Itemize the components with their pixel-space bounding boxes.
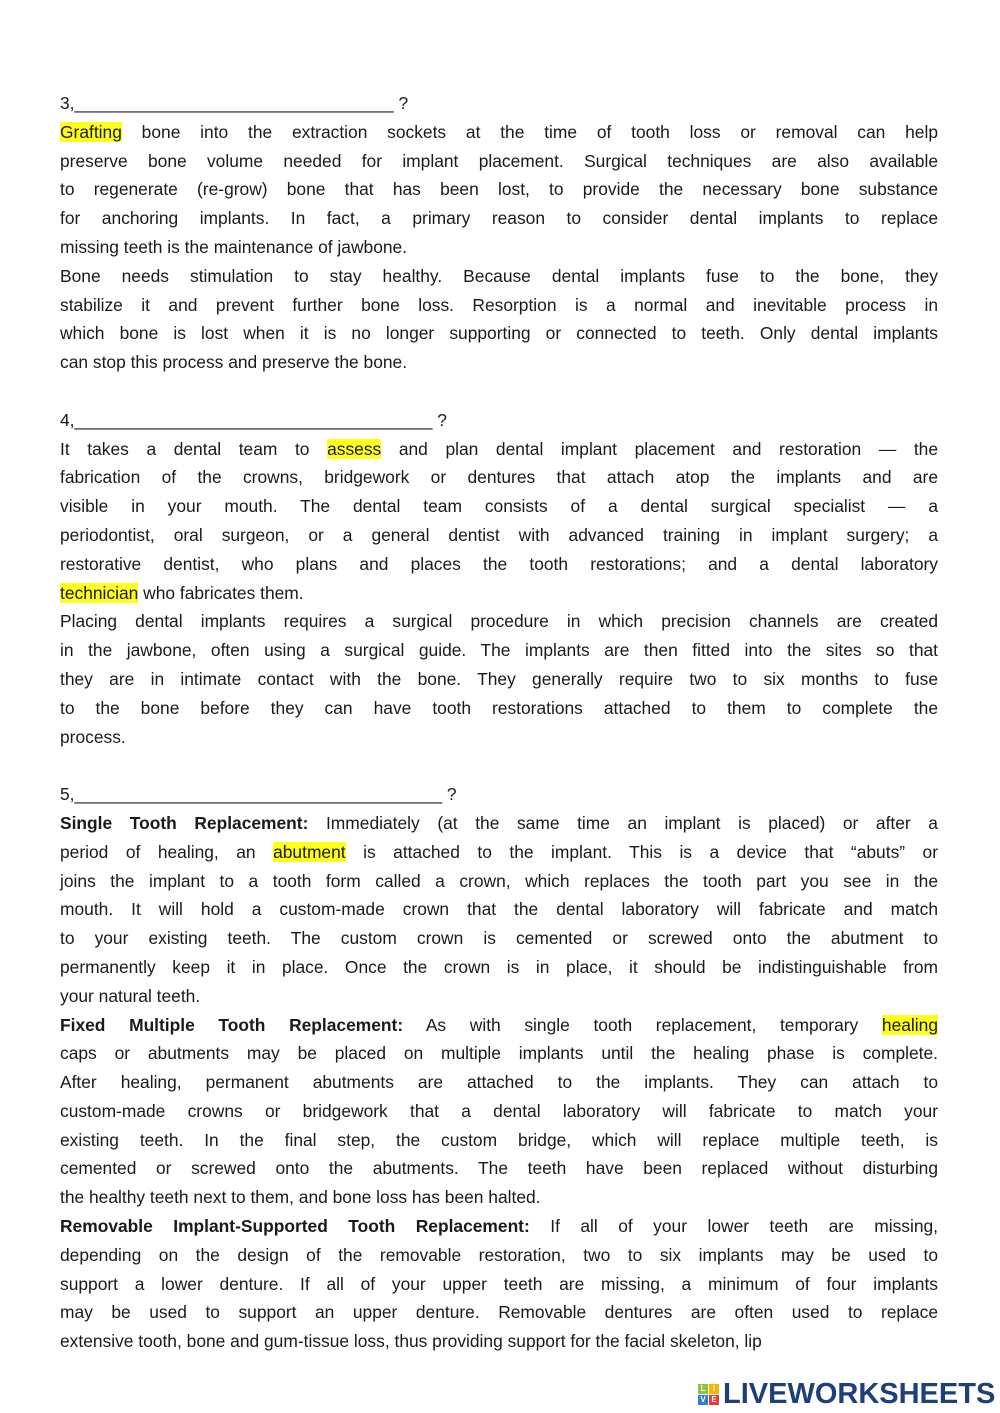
text-segment: custom-made crowns or bridgework that a dental laboratory will fabricate to match your xyxy=(60,1100,938,1121)
text-line xyxy=(60,550,938,579)
text-segment: in the jawbone, often using a surgical guide. The implants are then fitted into the sites so that xyxy=(60,640,938,661)
logo-cube: I xyxy=(709,1384,719,1394)
question-blank-3[interactable]: 3,_________________________________ ? xyxy=(60,93,409,113)
blank-line xyxy=(60,377,938,406)
text-line xyxy=(60,521,938,550)
text-line xyxy=(60,1298,938,1327)
text-segment: joins the implant to a tooth form called a crown, which replaces the tooth part you see in the xyxy=(60,870,938,891)
text-line xyxy=(60,319,938,348)
text-line xyxy=(60,118,938,147)
text-segment: visible in your mouth. The dental team consists of a dental surgical specialist — a xyxy=(60,496,938,517)
text-segment: After healing, permanent abutments are attached to the implants. They can attach to xyxy=(60,1072,938,1093)
text-segment: your natural teeth. xyxy=(60,985,201,1006)
logo-cube: V xyxy=(698,1395,708,1405)
text-line xyxy=(60,233,938,262)
highlighted-word: technician xyxy=(60,582,139,603)
logo-cube: L xyxy=(698,1384,708,1394)
text-line xyxy=(60,1126,938,1155)
text-segment: process. xyxy=(60,726,126,747)
question-blank-4[interactable]: 4,_____________________________________ ? xyxy=(60,409,447,430)
text-segment: Immediately (at the same time an implant is placed) or after a xyxy=(308,812,938,833)
text-segment: which bone is lost when it is no longer supporting or connected to teeth. Only dental implants xyxy=(60,323,938,344)
text-line xyxy=(60,175,938,204)
text-line xyxy=(60,463,938,492)
text-line xyxy=(60,1068,938,1097)
text-line xyxy=(60,348,938,377)
text-line xyxy=(60,1183,938,1212)
text-line xyxy=(60,924,938,953)
highlighted-word: assess xyxy=(327,438,382,459)
liveworksheets-logo xyxy=(698,1378,995,1411)
text-segment: mouth. It will hold a custom-made crown that the dental laboratory will fabricate and match xyxy=(60,899,938,920)
text-line xyxy=(60,492,938,521)
highlighted-word: abutment xyxy=(273,841,346,862)
text-segment: cemented or screwed onto the abutments. The teeth have been replaced without disturbing xyxy=(60,1158,938,1179)
bold-heading: Single Tooth Replacement: xyxy=(60,812,309,833)
text-line xyxy=(60,895,938,924)
logo-cubes-icon xyxy=(698,1384,719,1405)
text-line xyxy=(60,953,938,982)
text-segment: preserve bone volume needed for implant placement. Surgical techniques are also available xyxy=(60,150,938,171)
text-segment: who fabricates them. xyxy=(138,582,304,603)
text-line xyxy=(60,809,938,838)
text-line xyxy=(60,1241,938,1270)
text-line xyxy=(60,867,938,896)
text-line xyxy=(60,694,938,723)
text-line xyxy=(60,636,938,665)
highlighted-word: healing xyxy=(881,1014,939,1035)
text-segment: If all of your lower teeth are missing, xyxy=(529,1216,939,1237)
text-line xyxy=(60,607,938,636)
text-segment: to regenerate (re-grow) bone that has been lost, to provide the necessary bone substance xyxy=(60,179,938,200)
text-segment: is attached to the implant. This is a device that “abuts” or xyxy=(345,841,939,862)
text-segment: to the bone before they can have tooth restorations attached to them to complete the xyxy=(60,697,938,718)
text-line xyxy=(60,1011,938,1040)
text-segment: may be used to support an upper denture. Removable dentures are often used to replace xyxy=(60,1302,938,1323)
text-segment: they are in intimate contact with the bone. They generally require two to six months to fuse xyxy=(60,668,938,689)
text-line xyxy=(60,982,938,1011)
blank-line xyxy=(60,751,938,780)
bold-heading: Fixed Multiple Tooth Replacement: xyxy=(60,1014,404,1035)
text-line xyxy=(60,204,938,233)
text-segment: Bone needs stimulation to stay healthy. Because dental implants fuse to the bone, they xyxy=(60,265,938,286)
text-segment: caps or abutments may be placed on multiple implants until the healing phase is complete. xyxy=(60,1043,938,1064)
text-segment: bone into the extraction sockets at the time of tooth loss or removal can help xyxy=(121,121,938,142)
text-segment: fabrication of the crowns, bridgework or dentures that attach atop the implants and are xyxy=(60,467,938,488)
text-line xyxy=(60,291,938,320)
text-segment: depending on the design of the removable restoration, two to six implants may be used to xyxy=(60,1244,938,1265)
text-segment: restorative dentist, who plans and places the tooth restorations; and a dental laboratory xyxy=(60,553,938,574)
logo-cube: E xyxy=(709,1395,719,1405)
text-segment: the healthy teeth next to them, and bone loss has been halted. xyxy=(60,1187,541,1208)
text-segment: support a lower denture. If all of your upper teeth are missing, a minimum of four implants xyxy=(60,1273,938,1294)
text-line xyxy=(60,1327,938,1356)
text-segment: periodontist, oral surgeon, or a general dentist with advanced training in implant surgery; a xyxy=(60,524,938,545)
text-segment: to your existing teeth. The custom crown is cemented or screwed onto the abutment to xyxy=(60,928,938,949)
text-segment: extensive tooth, bone and gum-tissue loss, thus providing support for the facial skeleton, lip xyxy=(60,1331,762,1352)
text-segment: can stop this process and preserve the bone. xyxy=(60,352,408,373)
text-segment: for anchoring implants. In fact, a primary reason to consider dental implants to replace xyxy=(60,208,938,229)
text-segment: permanently keep it in place. Once the crown is in place, it should be indistinguishable from xyxy=(60,956,938,977)
text-line xyxy=(60,838,938,867)
text-line xyxy=(60,579,938,608)
text-line xyxy=(60,435,938,464)
text-line xyxy=(60,147,938,176)
text-segment: period of healing, an xyxy=(60,841,274,862)
worksheet-document xyxy=(60,89,938,1356)
text-segment: and plan dental implant placement and restoration — the xyxy=(381,438,938,459)
text-line xyxy=(60,1154,938,1183)
text-line xyxy=(60,262,938,291)
text-segment: Placing dental implants requires a surgical procedure in which precision channels are created xyxy=(60,611,938,632)
text-line xyxy=(60,1270,938,1299)
logo-text: LIVEWORKSHEETS xyxy=(723,1378,996,1410)
text-line xyxy=(60,1097,938,1126)
text-line xyxy=(60,665,938,694)
text-line xyxy=(60,723,938,752)
highlighted-word: Grafting xyxy=(60,121,122,142)
text-segment: missing teeth is the maintenance of jawbone. xyxy=(60,236,408,257)
text-segment: stabilize it and prevent further bone loss. Resorption is a normal and inevitable process in xyxy=(60,294,938,315)
text-line xyxy=(60,1039,938,1068)
bold-heading: Removable Implant-Supported Tooth Replacement: xyxy=(60,1216,530,1237)
question-blank-5[interactable]: 5,______________________________________ ? xyxy=(60,784,457,805)
text-segment: As with single tooth replacement, temporary xyxy=(403,1014,882,1035)
text-segment: existing teeth. In the final step, the custom bridge, which will replace multiple teeth, is xyxy=(60,1129,938,1150)
text-segment: It takes a dental team to xyxy=(60,438,328,459)
text-line xyxy=(60,1212,938,1241)
